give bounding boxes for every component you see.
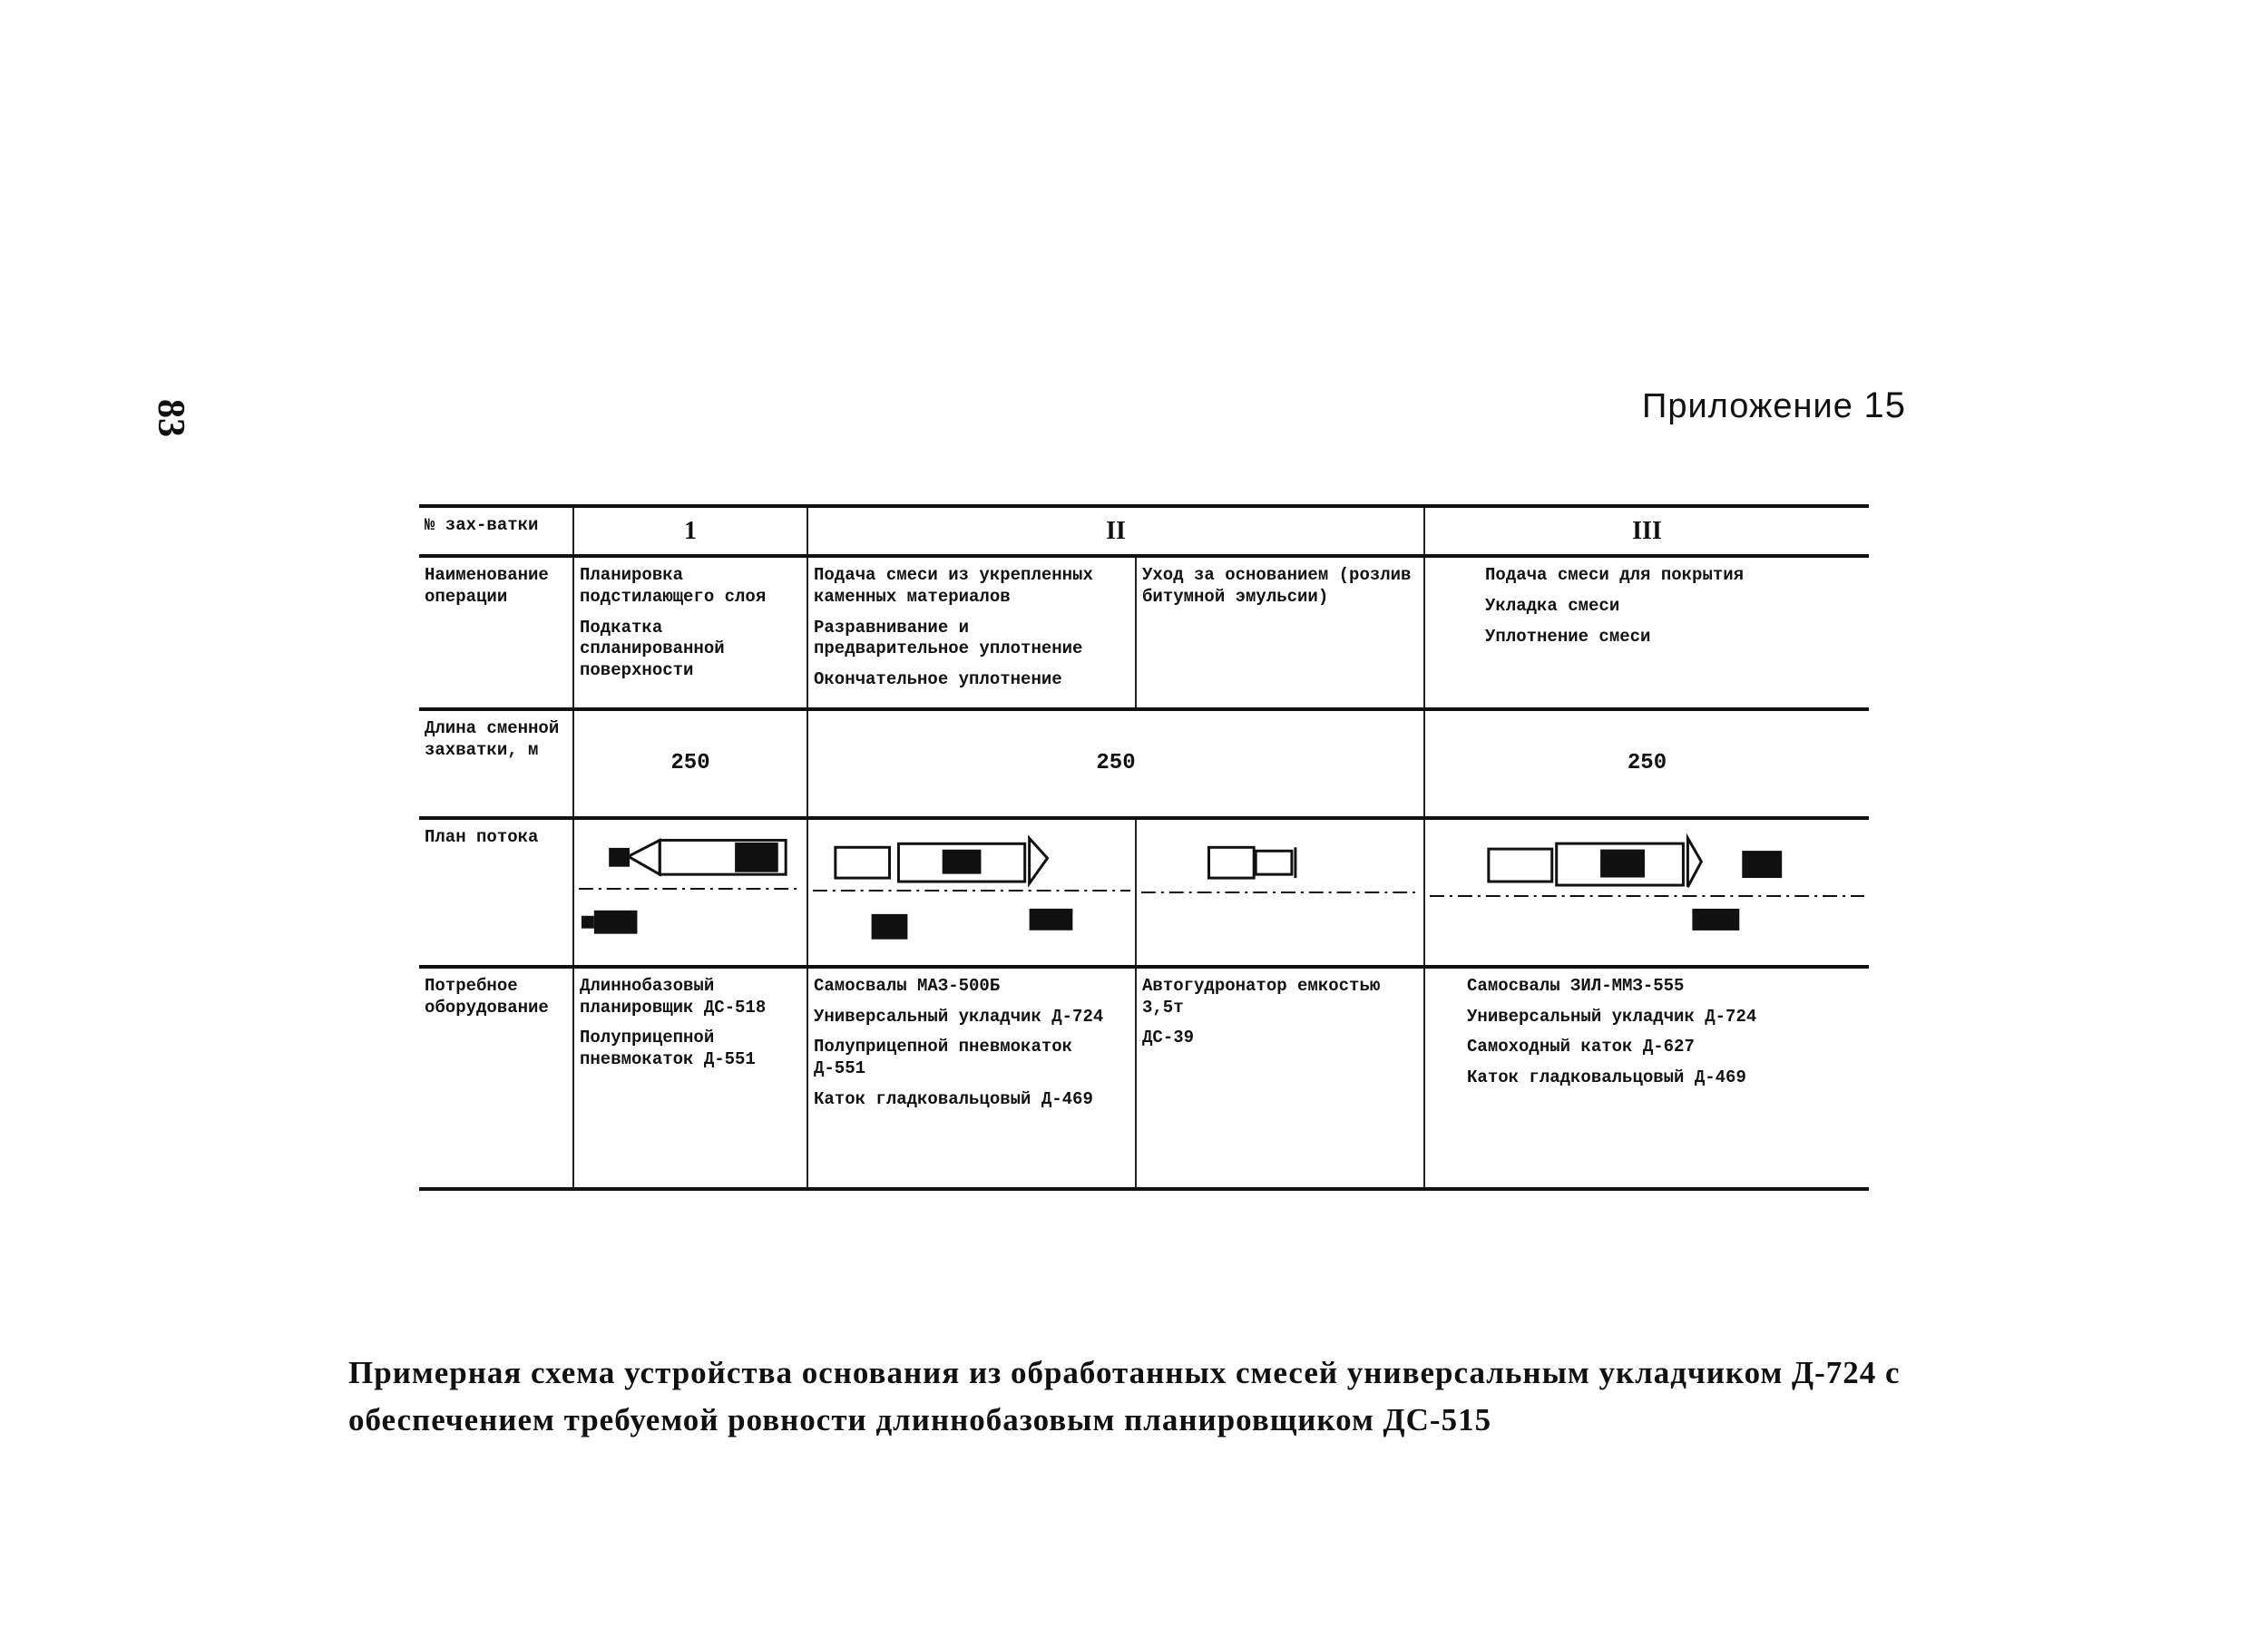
appendix-label: Приложение [1642, 387, 1853, 425]
operation-item: Подкатка спланированной поверхности [580, 617, 725, 680]
operation-item: Разравнивание и предварительное уплотнение [814, 617, 1083, 659]
equipment-item: Каток гладковальцовый Д-469 [1467, 1067, 1746, 1087]
length-value-2: 250 [807, 709, 1424, 818]
planner-machine-icon [611, 840, 786, 874]
flow-plan-diagram-2 [808, 820, 1135, 965]
header-row [419, 506, 1869, 556]
page-number: 83 [150, 399, 191, 437]
equipment-item: ДС-39 [1142, 1028, 1195, 1048]
plan-col2b [1136, 818, 1424, 967]
appendix-number: 15 [1863, 385, 1906, 425]
equipment-col2b [1136, 967, 1424, 1189]
length-value-1: 250 [573, 709, 807, 818]
equipment-row [419, 967, 1869, 1189]
roller-machine-icon [1742, 851, 1782, 878]
paver-machine-icon [836, 838, 1048, 883]
header-zahvatka-2: II [807, 506, 1424, 556]
equipment-item: Самоходный каток Д-627 [1467, 1037, 1695, 1057]
equipment-col3 [1424, 967, 1869, 1189]
equipment-item: Самосвалы ЗИЛ-ММЗ-555 [1467, 975, 1685, 996]
plan-col1 [573, 818, 807, 967]
length-value-3: 250 [1424, 709, 1869, 818]
header-zahvatka-1: 1 [573, 506, 807, 556]
plan-col3 [1424, 818, 1869, 967]
equipment-item: Каток гладковальцовый Д-469 [814, 1088, 1093, 1109]
roller-machine-icon [1692, 909, 1739, 931]
operations-col3 [1424, 556, 1869, 709]
plan-col2a [807, 818, 1136, 967]
paver-machine-icon [1489, 838, 1702, 887]
operation-item: Подача смеси из укрепленных каменных материалов [814, 565, 1093, 607]
operation-item: Планировка подстилающего слоя [580, 565, 767, 607]
equipment-item: Автогудронатор емкостью 3,5т [1142, 975, 1381, 1018]
plan-row [419, 818, 1869, 967]
figure-caption: Примерная схема устройства основания из обработанных смесей универсальным укладчиком Д-724 с обеспечением требуемой ровности длиннобазовым планировщиком ДС-515 [348, 1355, 1901, 1437]
flow-plan-diagram-4 [1425, 820, 1869, 965]
row-label-zahvatka: № зах-ватки [419, 506, 573, 556]
row-label-equipment: Потребное оборудование [419, 967, 573, 1189]
roller-machine-icon [872, 909, 1073, 940]
operations-col1 [573, 556, 807, 709]
equipment-item: Универсальный укладчик Д-724 [814, 1006, 1104, 1027]
distributor-truck-icon [1209, 847, 1295, 878]
operations-col2b [1136, 556, 1424, 709]
header-zahvatka-3: III [1424, 506, 1869, 556]
operation-item: Уплотнение смеси [1485, 626, 1651, 647]
operation-item: Окончательное уплотнение [814, 669, 1062, 689]
row-label-operations: Наименование операции [419, 556, 573, 709]
equipment-item: Полуприцепной пневмокаток Д-551 [814, 1037, 1073, 1078]
equipment-item: Длиннобазовый планировщик ДС-518 [580, 975, 767, 1018]
equipment-item: Универсальный укладчик Д-724 [1467, 1006, 1757, 1027]
operation-item: Укладка смеси [1485, 595, 1620, 616]
flow-plan-diagram-3 [1137, 820, 1423, 965]
work-schedule-table [419, 504, 1869, 1191]
equipment-col1 [573, 967, 807, 1189]
operations-row [419, 556, 1869, 709]
equipment-col2a [807, 967, 1136, 1189]
appendix-heading [1642, 385, 1906, 426]
length-row [419, 709, 1869, 818]
equipment-item: Полуприцепной пневмокаток Д-551 [580, 1028, 756, 1069]
operations-col2a [807, 556, 1136, 709]
roller-machine-icon [582, 911, 638, 934]
row-label-length: Длина сменной захватки, м [419, 709, 573, 818]
flow-plan-diagram-1 [574, 820, 807, 965]
operation-item: Подача смеси для покрытия [1485, 565, 1745, 585]
equipment-item: Самосвалы МАЗ-500Б [814, 975, 1001, 996]
operation-item: Уход за основанием (розлив битумной эмульсии) [1142, 565, 1412, 607]
row-label-plan: План потока [419, 818, 573, 967]
